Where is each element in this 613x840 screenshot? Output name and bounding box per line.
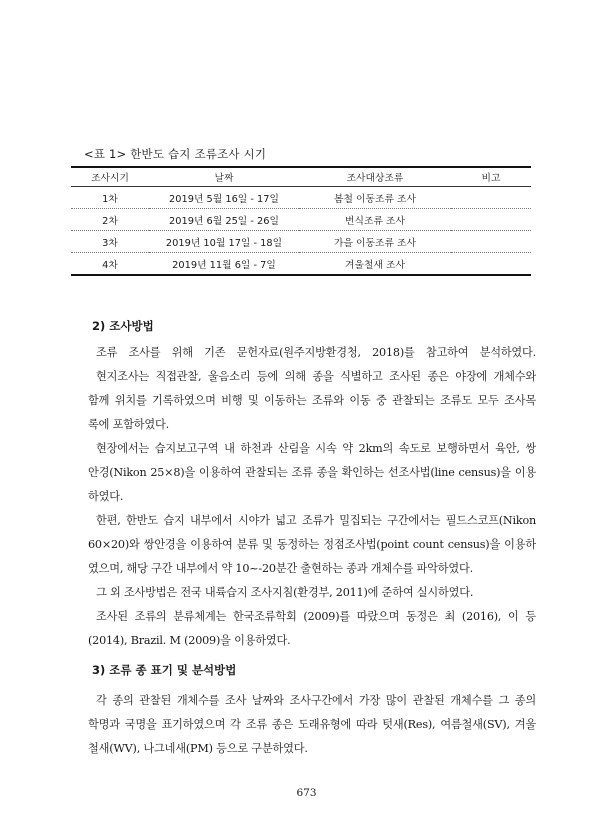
text-line: 안경(Nikon 25×8)을 이용하여 관찰되는 조류 종을 확인하는 선조사법(line census)을 이용 [88, 466, 536, 479]
table-cell: 4차 [71, 253, 149, 276]
table-cell: 번식조류 조사 [299, 209, 451, 231]
section-heading-survey-method: 2) 조사방법 [92, 319, 154, 333]
column-header: 비고 [451, 167, 531, 187]
column-header: 조사시기 [71, 167, 149, 187]
text-line: 함께 위치를 기록하였으며 비행 및 이동하는 조류와 이동 중 관찰되는 조류도 모두 조사목 [88, 394, 536, 407]
table-cell: 2019년 5월 16일 - 17일 [149, 187, 299, 209]
table-row [71, 187, 531, 209]
table-cell [451, 209, 531, 231]
table-cell: 1차 [71, 187, 149, 209]
survey-schedule-table [71, 166, 531, 276]
text-line: 철새(WV), 나그네새(PM) 등으로 구분하였다. [88, 742, 308, 755]
text-line: 한편, 한반도 습지 내부에서 시야가 넓고 조류가 밀집되는 구간에서는 필드스코프(Nikon [96, 514, 536, 527]
page-number: 673 [296, 787, 317, 799]
text-line: (2014), Brazil. M (2009)을 이용하였다. [88, 634, 291, 647]
table-header-row [71, 167, 531, 187]
text-line: 현장에서는 습지보고구역 내 하천과 산림을 시속 약 2km의 속도로 보행하면서 육안, 쌍 [96, 442, 536, 455]
table-row [71, 253, 531, 276]
table-cell: 겨울철새 조사 [299, 253, 451, 276]
text-line: 학명과 국명을 표기하였으며 각 조류 종은 도래유형에 따라 텃새(Res), 여름철새(SV), 겨울 [88, 718, 536, 731]
text-line: 조류 조사를 위해 기존 문헌자료(원주지방환경청, 2018)를 참고하여 분석하였다. [96, 346, 536, 359]
text-line: 조사된 조류의 분류체계는 한국조류학회 (2009)를 따랐으며 동정은 최 (2016), 이 등 [96, 610, 536, 623]
text-line: 그 외 조사방법은 전국 내륙습지 조사지침(환경부, 2011)에 준하여 실시하였다. [96, 586, 474, 599]
table-row [71, 209, 531, 231]
column-header: 조사대상조류 [299, 167, 451, 187]
table-row [71, 231, 531, 253]
text-line: 현지조사는 직접관찰, 울음소리 등에 의해 종을 식별하고 조사된 종은 야장에 개체수와 [96, 370, 536, 383]
analysis-method-body [88, 689, 536, 761]
section-heading-analysis-method: 3) 조류 종 표기 및 분석방법 [92, 663, 237, 677]
text-line: 하였다. [88, 490, 124, 503]
table-cell: 봄철 이동조류 조사 [299, 187, 451, 209]
table-cell [451, 231, 531, 253]
table-cell: 2019년 10월 17일 - 18일 [149, 231, 299, 253]
table-cell [451, 253, 531, 276]
text-line: 록에 포함하였다. [88, 418, 169, 431]
table-cell: 2차 [71, 209, 149, 231]
table-cell: 3차 [71, 231, 149, 253]
table-cell: 가을 이동조류 조사 [299, 231, 451, 253]
text-line: 60×20)와 쌍안경을 이용하여 분류 및 동정하는 정점조사법(point count census)을 이용하 [88, 538, 536, 551]
survey-method-body [88, 341, 536, 653]
table-cell: 2019년 11월 6일 - 7일 [149, 253, 299, 276]
column-header: 날짜 [149, 167, 299, 187]
text-line: 였으며, 해당 구간 내부에서 약 10~-20분간 출현하는 종과 개체수를 파악하였다. [88, 562, 473, 575]
table-cell [451, 187, 531, 209]
text-line: 각 종의 관찰된 개체수를 조사 날짜와 조사구간에서 가장 많이 관찰된 개체수를 그 종의 [96, 694, 536, 707]
table-cell: 2019년 6월 25일 - 26일 [149, 209, 299, 231]
table-caption: <표 1> 한반도 습지 조류조사 시기 [84, 147, 267, 161]
